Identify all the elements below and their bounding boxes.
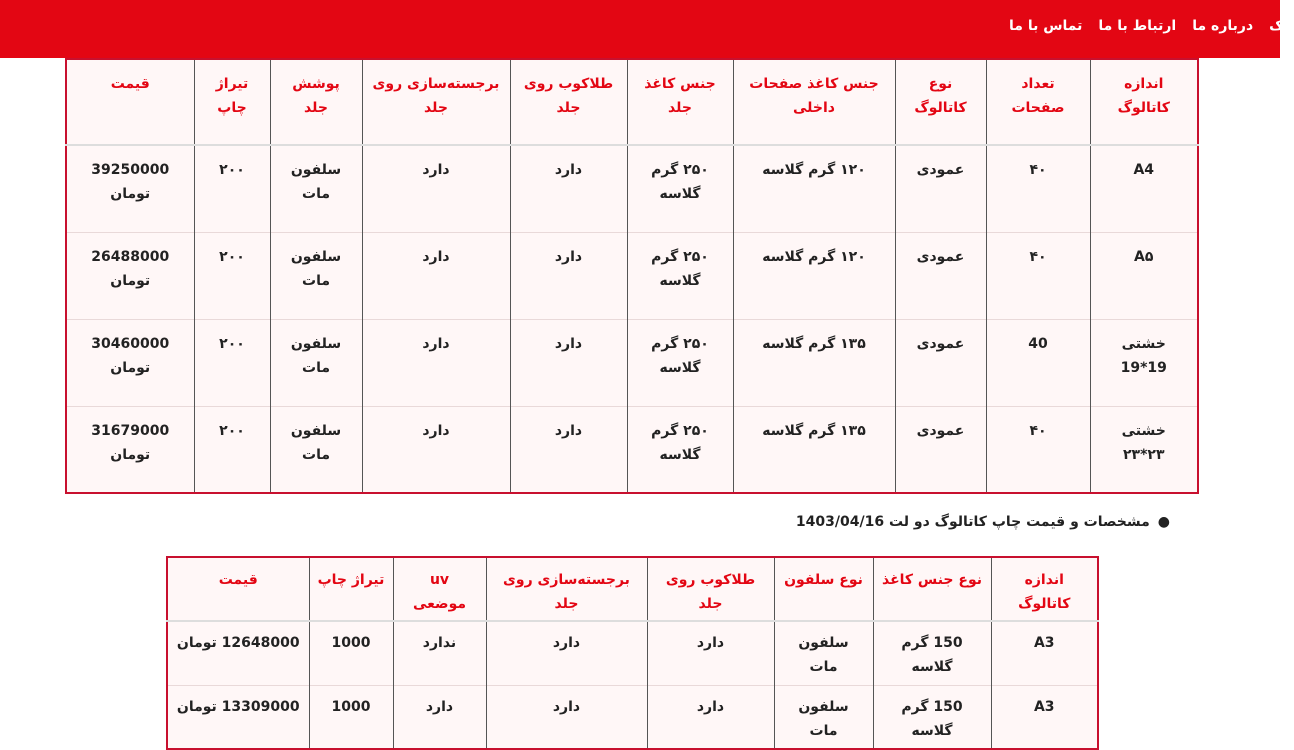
header-cell: برجسته‌سازی روی جلد bbox=[486, 557, 647, 621]
table-cell: ۴۰ bbox=[986, 406, 1090, 493]
table-cell: خشتی 19*19 bbox=[1090, 319, 1198, 406]
table-cell: ۲۵۰ گرم گلاسه bbox=[627, 232, 733, 319]
table-cell: A3 bbox=[991, 685, 1098, 749]
table-cell: 12648000 تومان bbox=[167, 621, 309, 685]
table-cell: A۵ bbox=[1090, 232, 1198, 319]
table-cell: دارد bbox=[510, 232, 627, 319]
table-cell: ۲۵۰ گرم گلاسه bbox=[627, 319, 733, 406]
catalog-price-table bbox=[65, 58, 1199, 494]
table-cell: دارد bbox=[362, 406, 510, 493]
table-cell: دارد bbox=[362, 319, 510, 406]
table-row bbox=[66, 319, 1198, 406]
table-row bbox=[167, 685, 1098, 749]
table-cell: 40 bbox=[986, 319, 1090, 406]
table-cell: عمودی bbox=[895, 319, 986, 406]
nav-item-about[interactable]: درباره ما bbox=[1192, 18, 1254, 34]
table-cell: ۲۵۰ گرم گلاسه bbox=[627, 406, 733, 493]
table-cell: دارد bbox=[647, 621, 774, 685]
header-cell: اندازه کاتالوگ bbox=[991, 557, 1098, 621]
table-cell: 39250000 تومان bbox=[66, 145, 194, 232]
header-cell: تیراژ چاپ bbox=[194, 59, 270, 145]
table-header-row bbox=[167, 557, 1098, 621]
table-cell: ۲۰۰ bbox=[194, 319, 270, 406]
table-header-row bbox=[66, 59, 1198, 145]
table-cell: دارد bbox=[510, 319, 627, 406]
header-cell: تعداد صفحات bbox=[986, 59, 1090, 145]
table-cell: ۴۰ bbox=[986, 145, 1090, 232]
table-cell: A4 bbox=[1090, 145, 1198, 232]
header-cell: uv موضعی bbox=[393, 557, 486, 621]
table-cell: سلفون مات bbox=[270, 232, 362, 319]
table-cell: ۱۲۰ گرم گلاسه bbox=[733, 232, 895, 319]
header-cell: طلاکوب روی جلد bbox=[510, 59, 627, 145]
table-cell: عمودی bbox=[895, 406, 986, 493]
table-cell: دارد bbox=[510, 145, 627, 232]
top-navigation-bar bbox=[0, 0, 1294, 58]
table-cell: عمودی bbox=[895, 232, 986, 319]
table-cell: ۴۰ bbox=[986, 232, 1090, 319]
table-row bbox=[66, 232, 1198, 319]
table-cell: ۱۲۰ گرم گلاسه bbox=[733, 145, 895, 232]
nav-menu bbox=[993, 0, 1294, 52]
table-cell: سلفون مات bbox=[774, 685, 873, 749]
table-cell: دارد bbox=[362, 145, 510, 232]
table-cell: ۲۰۰ bbox=[194, 406, 270, 493]
table-cell: سلفون مات bbox=[270, 145, 362, 232]
table-cell: ندارد bbox=[393, 621, 486, 685]
table-cell: سلفون مات bbox=[270, 319, 362, 406]
header-cell: تیراژ چاپ bbox=[309, 557, 393, 621]
table-cell: ۱۳۵ گرم گلاسه bbox=[733, 319, 895, 406]
header-cell: جنس کاغذ صفحات داخلی bbox=[733, 59, 895, 145]
bullet-dot-icon: ● bbox=[1157, 514, 1170, 530]
header-cell: برجسته‌سازی روی جلد bbox=[362, 59, 510, 145]
header-cell: طلاکوب روی جلد bbox=[647, 557, 774, 621]
section-bullet-heading bbox=[796, 514, 1170, 530]
table-cell: 13309000 تومان bbox=[167, 685, 309, 749]
table-cell: دارد bbox=[393, 685, 486, 749]
table-row bbox=[167, 621, 1098, 685]
table-cell: سلفون مات bbox=[270, 406, 362, 493]
table-cell: خشتی ۲۳*۲۳ bbox=[1090, 406, 1198, 493]
section-heading-text: مشخصات و قیمت چاپ کاتالوگ دو لت 1403/04/16 bbox=[795, 514, 1150, 530]
table-cell: ۱۳۵ گرم گلاسه bbox=[733, 406, 895, 493]
table-cell: دارد bbox=[362, 232, 510, 319]
table-cell: 31679000 تومان bbox=[66, 406, 194, 493]
table-cell: دارد bbox=[647, 685, 774, 749]
table-cell: دارد bbox=[486, 685, 647, 749]
table-cell: 1000 bbox=[309, 685, 393, 749]
table-cell: 26488000 تومان bbox=[66, 232, 194, 319]
table-cell: دارد bbox=[486, 621, 647, 685]
table-cell: عمودی bbox=[895, 145, 986, 232]
table-row bbox=[66, 145, 1198, 232]
table-cell: دارد bbox=[510, 406, 627, 493]
header-cell: نوع کاتالوگ bbox=[895, 59, 986, 145]
nav-item-connect[interactable]: ارتباط با ما bbox=[1098, 18, 1177, 34]
table-cell: ۲۰۰ bbox=[194, 145, 270, 232]
table-row bbox=[66, 406, 1198, 493]
two-fold-catalog-price-table bbox=[166, 556, 1099, 750]
table-cell: 30460000 تومان bbox=[66, 319, 194, 406]
header-cell: اندازه کاتالوگ bbox=[1090, 59, 1198, 145]
header-cell: قیمت bbox=[66, 59, 194, 145]
table-cell: 150 گرم گلاسه bbox=[873, 685, 991, 749]
header-cell: پوشش جلد bbox=[270, 59, 362, 145]
header-cell: نوع جنس کاغذ bbox=[873, 557, 991, 621]
header-cell: قیمت bbox=[167, 557, 309, 621]
header-cell: جنس کاغذ جلد bbox=[627, 59, 733, 145]
nav-item-partial[interactable]: تاک bbox=[1269, 18, 1294, 34]
header-cell: نوع سلفون bbox=[774, 557, 873, 621]
table-cell: A3 bbox=[991, 621, 1098, 685]
table-cell: 1000 bbox=[309, 621, 393, 685]
nav-item-contact[interactable]: تماس با ما bbox=[1009, 18, 1083, 34]
table-cell: ۲۰۰ bbox=[194, 232, 270, 319]
table-cell: ۲۵۰ گرم گلاسه bbox=[627, 145, 733, 232]
table-cell: 150 گرم گلاسه bbox=[873, 621, 991, 685]
table-cell: سلفون مات bbox=[774, 621, 873, 685]
